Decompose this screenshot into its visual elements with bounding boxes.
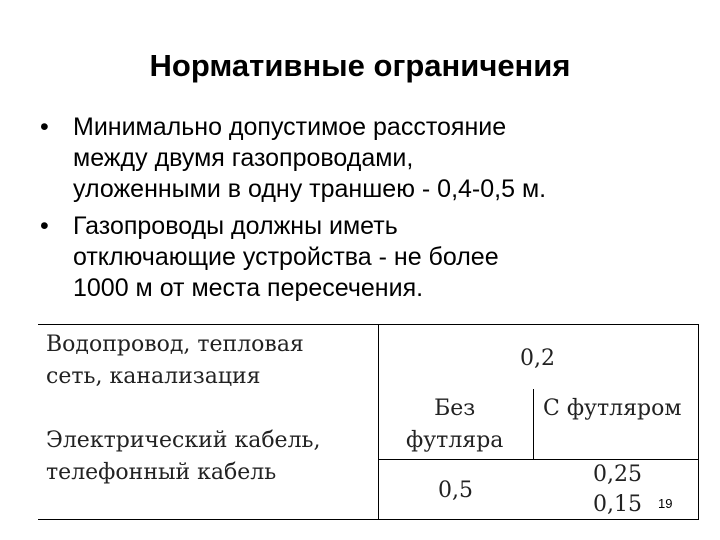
- bullet-item: [38, 211, 698, 304]
- table-divider-vertical: [533, 389, 534, 459]
- row-water-value: 0,2: [520, 346, 555, 371]
- bullet-symbol: •: [40, 212, 49, 240]
- row-cable-with-case-2: 0,15: [593, 492, 642, 517]
- header-with-case: С футляром: [543, 396, 682, 421]
- bullet-item: [38, 112, 698, 205]
- row-cable-with-case-1: 0,25: [593, 462, 642, 487]
- table-divider-horizontal: [378, 459, 698, 460]
- bullet-symbol: •: [40, 113, 49, 141]
- row-cable-no-case: 0,5: [438, 478, 473, 503]
- bullet-list: [38, 112, 698, 310]
- bullet-text: Минимально допустимое расстояние между двумя газопроводами, уложенными в одну траншею - 0,4-0,5 м.: [73, 113, 547, 203]
- bullet-text: Газопроводы должны иметь отключающие устройства - не более 1000 м от места пересечения.: [73, 212, 499, 302]
- header-no-case: Без футляра: [406, 396, 504, 453]
- page-number: 19: [658, 496, 673, 511]
- table-divider-vertical: [378, 325, 379, 520]
- row-water-label: Водопровод, тепловая сеть, канализация: [46, 332, 304, 389]
- distance-table: [38, 324, 699, 520]
- row-cable-label: Электрический кабель, телефонный кабель: [46, 428, 321, 485]
- slide-title: Нормативные ограничения: [149, 48, 571, 83]
